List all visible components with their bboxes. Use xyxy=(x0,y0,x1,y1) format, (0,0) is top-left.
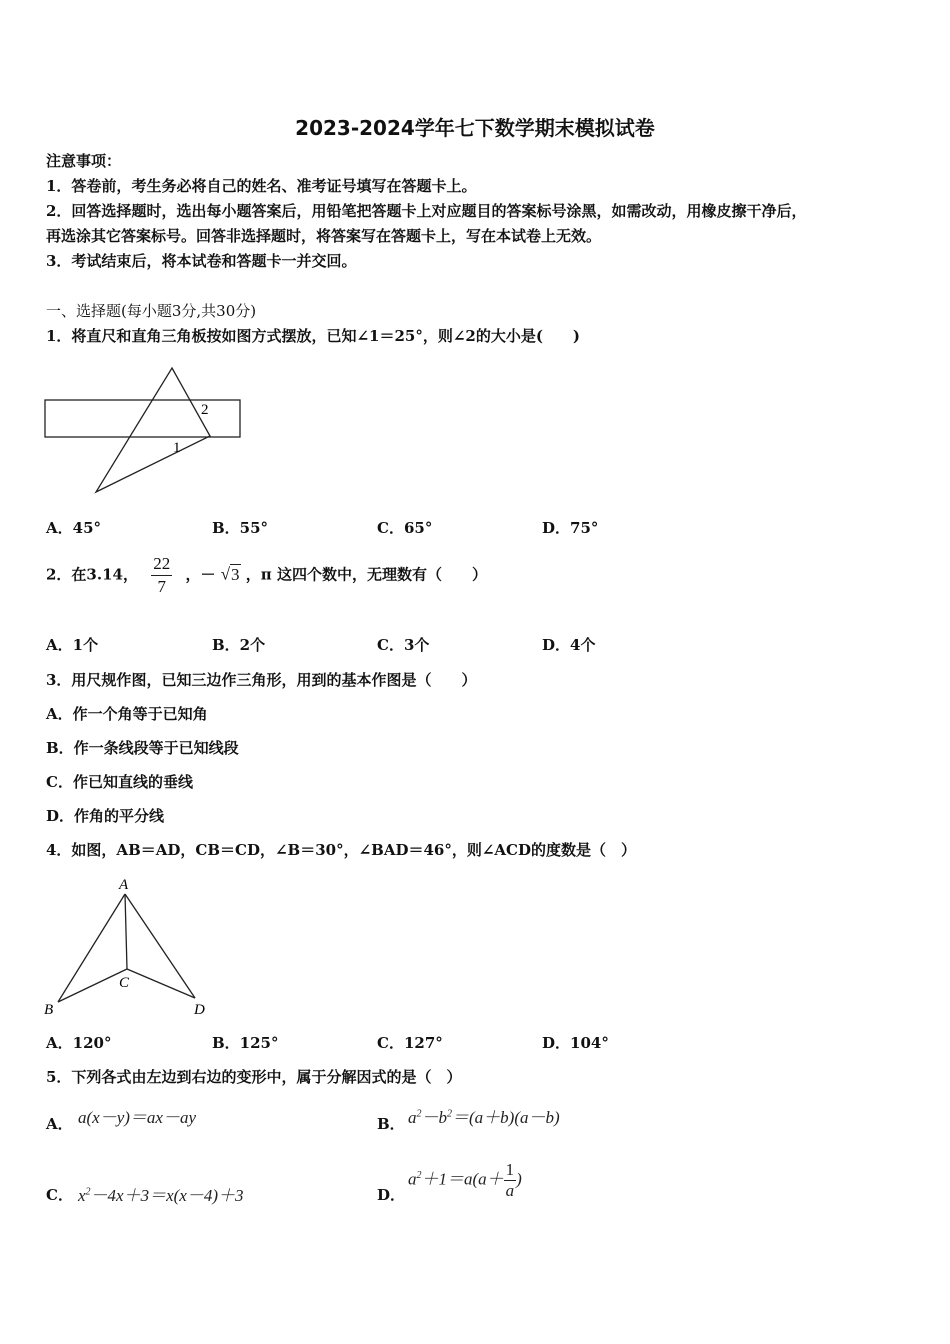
q4-option-a: A．120° xyxy=(46,1034,112,1052)
q2-option-a: A．1个 xyxy=(46,636,99,654)
q3-option-b: B．作一条线段等于已知线段 xyxy=(46,739,239,757)
expr-d-post: ) xyxy=(516,1169,522,1189)
q5-expr-a: a(x－y)＝ax－ay xyxy=(78,1108,197,1127)
page-title: 2023-2024学年七下数学期末模拟试卷 xyxy=(295,116,655,140)
point-d-label: D xyxy=(194,1002,205,1018)
notice-line-2: 2．回答选择题时，选出每小题答案后，用铅笔把答题卡上对应题目的答案标号涂黑，如需改动，用橡皮擦干净后， xyxy=(46,202,807,220)
point-b-label: B xyxy=(44,1002,54,1018)
expr-c-pre: x xyxy=(78,1186,86,1205)
expr-d-num: 1 xyxy=(505,1160,515,1179)
q3-option-d: D．作角的平分线 xyxy=(46,807,165,825)
notice-line-3: 再选涂其它答案标号。回答非选择题时，将答案写在答题卡上，写在本试卷上无效。 xyxy=(46,227,602,245)
fraction-denominator: 7 xyxy=(157,577,166,596)
q5-stem: 5．下列各式由左边到右边的变形中，属于分解因式的是（ ） xyxy=(46,1068,462,1086)
expr-c-sup: 2 xyxy=(85,1186,91,1198)
q2-option-d: D．4个 xyxy=(542,636,596,654)
q4-stem: 4．如图，AB＝AD，CB＝CD，∠B＝30°，∠BAD＝46°，则∠ACD的度数是（ ） xyxy=(46,841,637,859)
angle-1-label: 1 xyxy=(173,440,181,456)
q4-option-c: C．127° xyxy=(377,1034,443,1052)
sqrt-3 xyxy=(221,564,241,584)
segment-ac xyxy=(125,894,127,969)
expr-c-post: －4x＋3＝x(x－4)＋3 xyxy=(90,1186,244,1205)
q1-option-c: C．65° xyxy=(377,519,433,537)
expr-d-fraction xyxy=(504,1160,517,1201)
q3-stem: 3．用尺规作图，已知三边作三角形，用到的基本作图是（ ） xyxy=(46,671,477,689)
q4-option-b: B．125° xyxy=(212,1034,279,1052)
q1-stem: 1．将直尺和直角三角板按如图方式摆放，已知∠1＝25°，则∠2的大小是( ) xyxy=(46,327,581,345)
sqrt-radicand: 3 xyxy=(231,564,240,584)
notice-heading: 注意事项： xyxy=(46,152,122,170)
sqrt-sign: √ xyxy=(220,564,231,584)
expr-b-pre: a xyxy=(408,1108,417,1127)
q5-expr-c xyxy=(78,1181,244,1206)
q1-figure xyxy=(40,362,250,502)
q1-option-d: D．75° xyxy=(542,519,599,537)
expr-d-pre: a xyxy=(408,1169,417,1189)
section-heading: 一、选择题(每小题3分,共30分) xyxy=(46,302,257,320)
expr-d-den: a xyxy=(505,1181,515,1200)
q2-suffix: ，π 这四个数中，无理数有（ ） xyxy=(245,565,487,584)
notice-line-4: 3．考试结束后，将本试卷和答题卡一并交回。 xyxy=(46,252,357,270)
q5-label-a: A． xyxy=(46,1115,73,1133)
expr-b-sup1: 2 xyxy=(416,1108,422,1120)
q5-expr-b xyxy=(408,1103,560,1128)
expr-b-mid: －b xyxy=(421,1108,447,1127)
angle-2-label: 2 xyxy=(201,402,209,418)
q5-label-b: B． xyxy=(377,1115,405,1133)
q5-expr-d xyxy=(408,1160,522,1201)
ruler-shape xyxy=(45,400,240,437)
q4-figure xyxy=(40,872,220,1022)
q4-option-d: D．104° xyxy=(542,1034,609,1052)
point-c-label: C xyxy=(119,975,130,991)
expr-b-sup2: 2 xyxy=(447,1108,452,1120)
q2-option-c: C．3个 xyxy=(377,636,430,654)
q1-option-b: B．55° xyxy=(212,519,269,537)
q5-label-d: D． xyxy=(377,1186,406,1204)
q2-option-b: B．2个 xyxy=(212,636,266,654)
q2-mid: ，－ xyxy=(185,565,216,584)
expr-d-sup: 2 xyxy=(416,1169,422,1181)
expr-b-post: ＝(a＋b)(a－b) xyxy=(452,1108,560,1127)
q1-option-a: A．45° xyxy=(46,519,102,537)
q3-option-a: A．作一个角等于已知角 xyxy=(46,705,208,723)
triangle-shape xyxy=(96,368,210,492)
notice-line-1: 1．答卷前，考生务必将自己的姓名、准考证号填写在答题卡上。 xyxy=(46,177,477,195)
point-a-label: A xyxy=(119,877,129,893)
q3-option-c: C．作已知直线的垂线 xyxy=(46,773,193,791)
q2-prefix: 2．在3.14， xyxy=(46,565,138,584)
fraction-numerator: 22 xyxy=(151,553,172,576)
expr-d-mid: ＋1＝a(a＋ xyxy=(421,1169,504,1189)
fraction-22-7 xyxy=(151,553,172,598)
q2-stem xyxy=(46,553,487,598)
q5-label-c: C． xyxy=(46,1186,73,1204)
